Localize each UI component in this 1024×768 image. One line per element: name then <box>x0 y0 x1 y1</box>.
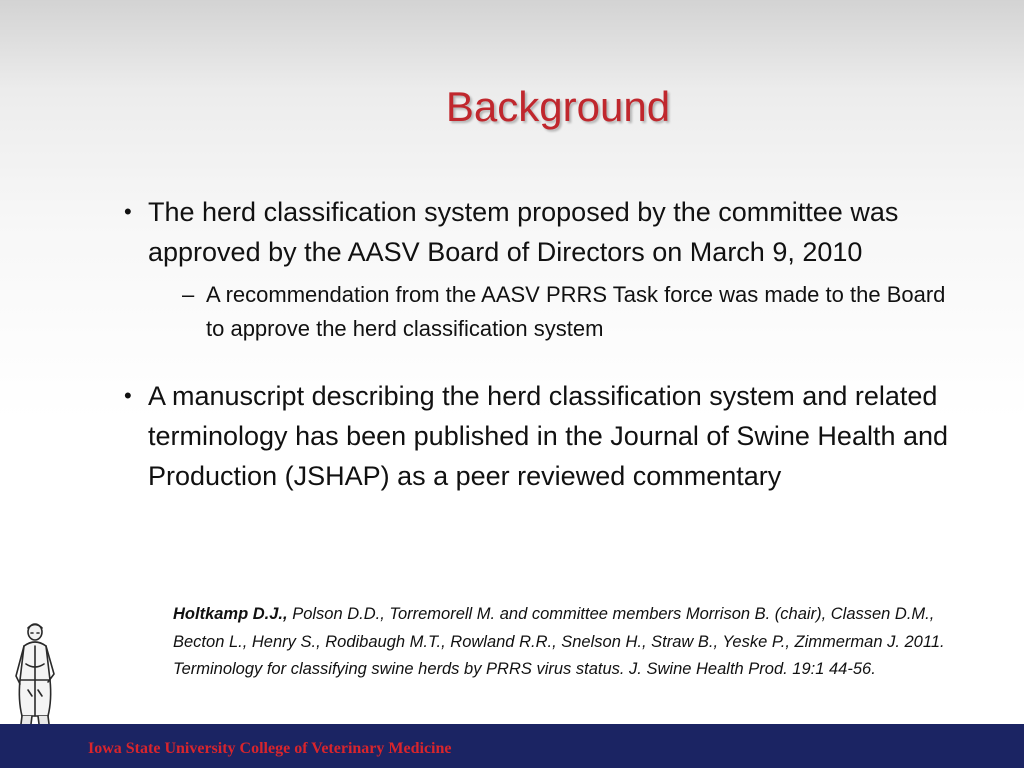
bullet-marker: • <box>124 199 132 224</box>
sub-bullet-text: A recommendation from the AASV PRRS Task force was made to the Board to approve the herd classification system <box>206 282 946 341</box>
slide-title: Background <box>445 83 671 130</box>
bullet-text: The herd classification system proposed by the committee was approved by the AASV Board of Directors on March 9, 2010 <box>148 197 899 267</box>
reference-citation <box>173 601 973 684</box>
bullet-list <box>124 192 964 496</box>
bullet-item <box>124 376 964 496</box>
bullet-text: A manuscript describing the herd classification system and related terminology has been published in the Journal of Swine Health and Production (JSHAP) as a peer reviewed commentary <box>148 381 949 491</box>
sub-bullet-item <box>182 278 964 346</box>
bullet-item <box>124 192 964 272</box>
reference-rest: Polson D.D., Torremorell M. and committee members Morrison B. (chair), Classen D.M., Becton L., Henry S., Rodibaugh M.T., Rowland R.R., Snelson H., Straw B., Yeske P., Zimmerman J. 2011. Terminology for classifying swine herds by PRRS virus status. J. Swine Health Prod. 19:1 44-56. <box>173 605 945 678</box>
sub-bullet-marker: – <box>182 282 195 307</box>
bullet-marker: • <box>124 383 132 408</box>
reference-lead-author: Holtkamp D.J., <box>173 605 288 623</box>
footer-institution: Iowa State University College of Veterinary Medicine <box>88 740 452 757</box>
